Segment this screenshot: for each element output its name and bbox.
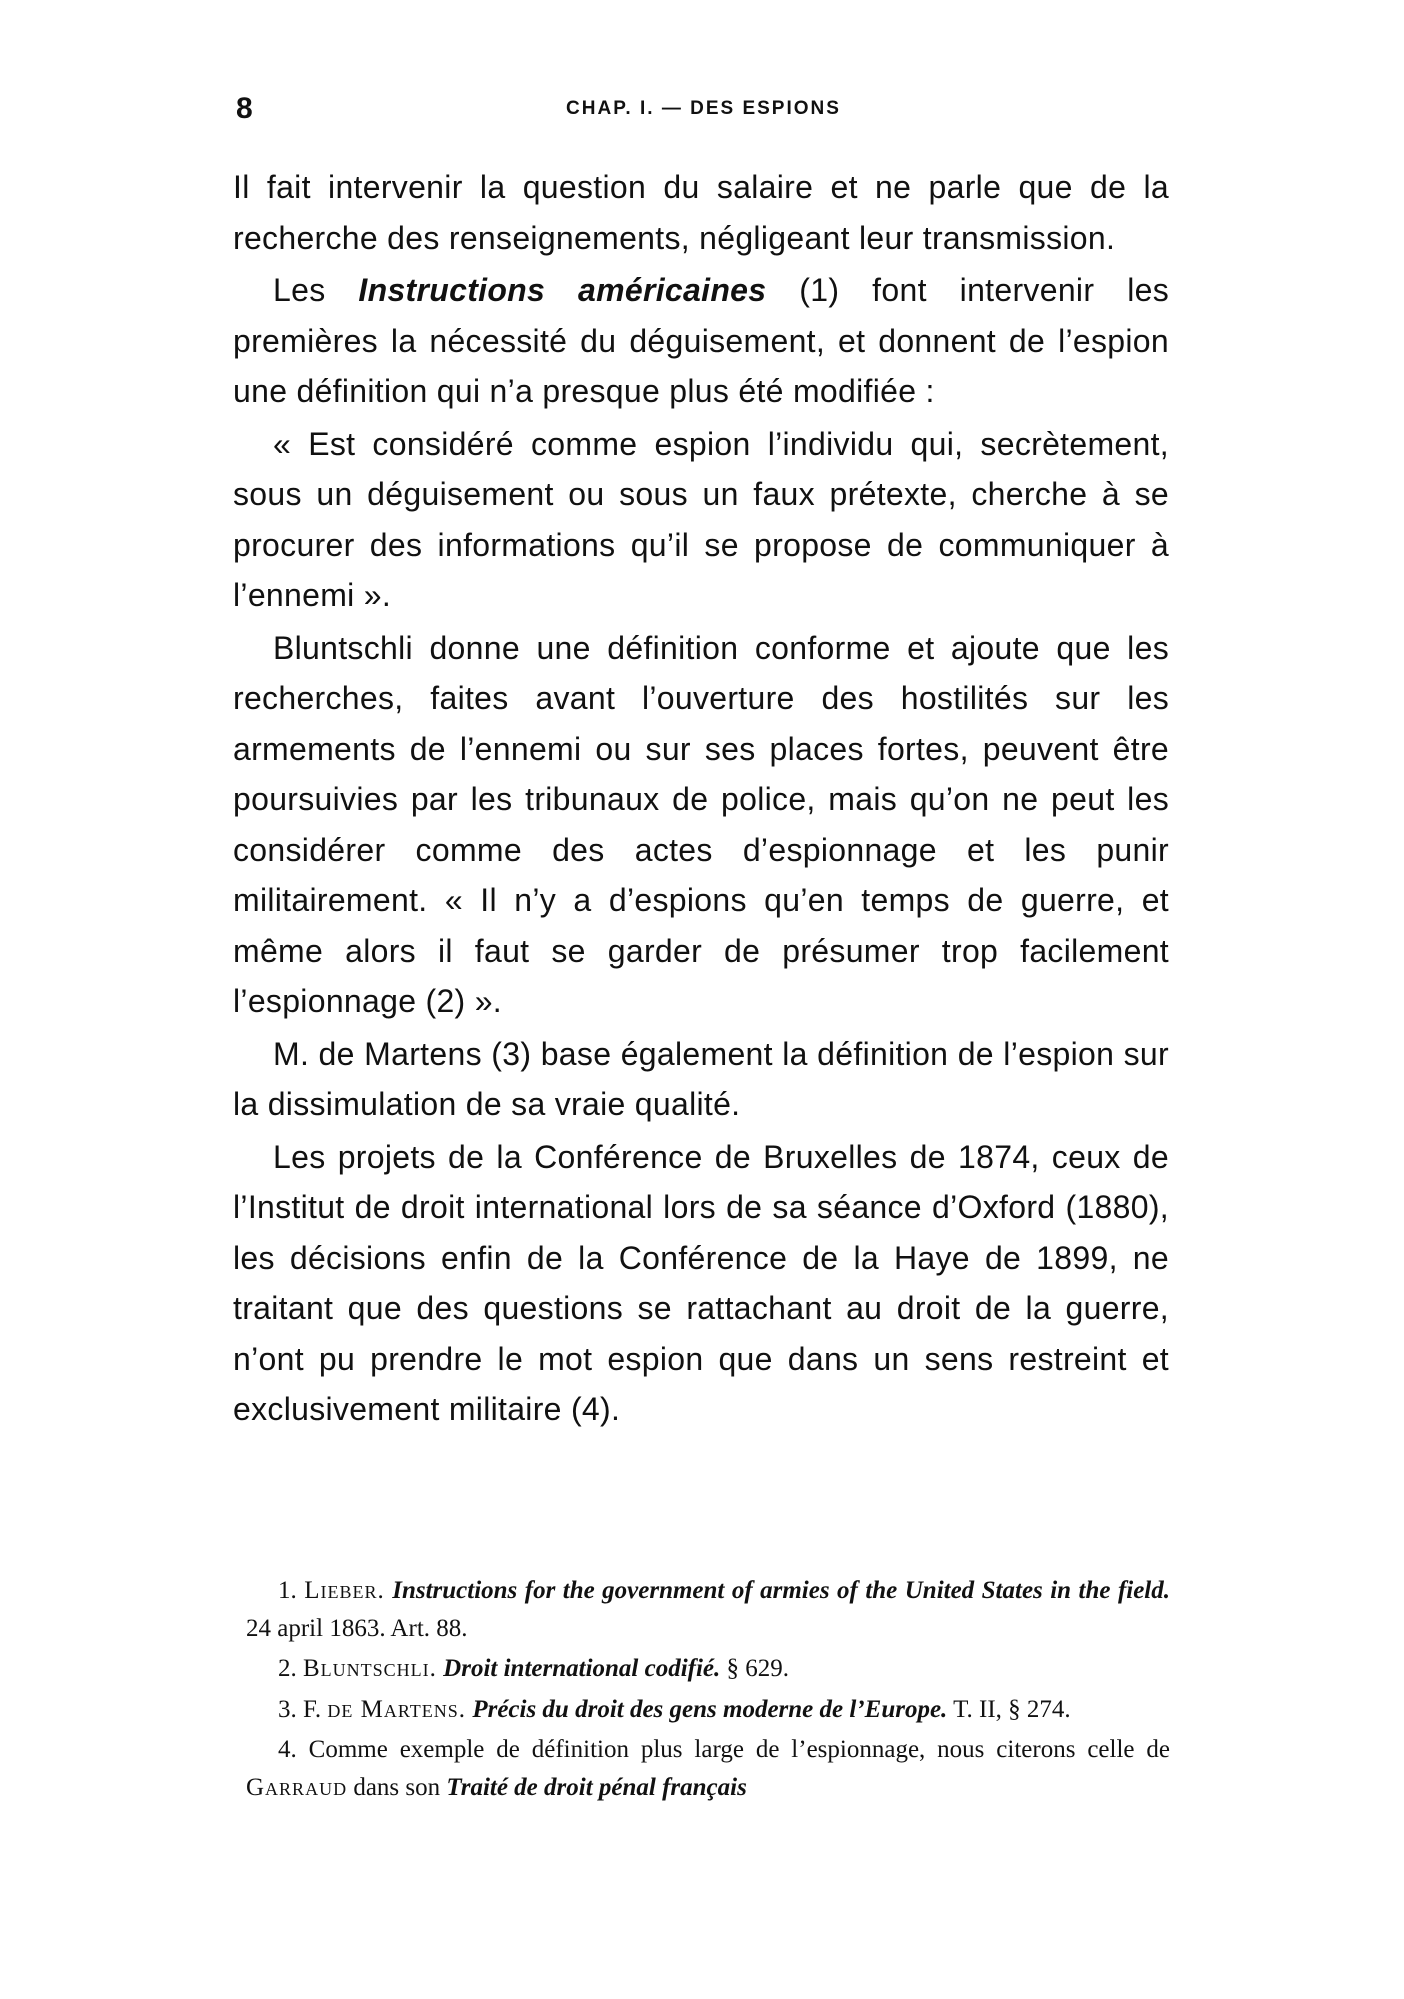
paragraph-1: Il fait intervenir la question du salaire et ne parle que de la recherche des renseignements, négligeant leur transmission. [233,169,1169,256]
footnote-4 [246,1731,1170,1807]
paragraph-6: Les projets de la Conférence de Bruxelles de 1874, ceux de l’Institut de droit international lors de sa séance d’Oxford (1880), les décisions enfin de la Conférence de la Haye de 1899, ne traitant que des questions se rattachant au droit de la guerre, n’ont pu prendre le mot espion que dans un sens restreint et exclusivement militaire (4). [233,1138,1169,1427]
footnote-author: de Martens. [327,1695,467,1723]
footnote-number: 2. [278,1655,297,1683]
footnote-text: Comme exemple de définition plus large de l’espionnage, nous citerons celle de [308,1735,1170,1763]
footnote-2 [246,1650,1170,1688]
footnote-3 [246,1691,1170,1729]
footnote-detail: § 629. [720,1655,790,1683]
footnote-title: Traité de droit pénal français [446,1774,747,1802]
paragraph-2-rest: (1) font intervenir les premières la nécessité du déguisement, et donnent de l’espion une définition qui n’a presque plus été modifiée : [233,272,1169,409]
footnote-author: Bluntschli. [303,1655,437,1683]
paragraph-2-start: Les [273,272,359,308]
quotation-paragraph: « Est considéré comme espion l’individu qui, secrètement, sous un déguisement ou sous un faux prétexte, cherche à se procurer des informations qu’il se propose de communiquer à l’ennemi ». [233,425,1169,613]
footnote-number: 4. [278,1735,297,1763]
paragraph-4: Bluntschli donne une définition conforme et ajoute que les recherches, faites avant l’ouverture des hostilités sur les armements de l’ennemi ou sur ses places fortes, peuvent être poursuivies par les tribunaux de police, mais qu’on ne peut les considérer comme des actes d’espionnage et les punir militairement. « Il n’y a d’espions qu’en temps de guerre, et même alors il faut se garder de présumer trop facilement l’espionnage (2) ». [233,629,1169,1019]
paragraph-2 [233,265,1169,417]
page-header [236,92,1171,132]
cited-title-instructions: Instructions américaines [358,272,767,308]
footnote-author: Lieber. [304,1577,385,1604]
footnotes [246,1572,1170,1809]
footnote-detail: 24 april 1863. Art. 88. [246,1615,468,1643]
paragraph-5: M. de Martens (3) base également la définition de l’espion sur la dissimulation de sa vraie qualité. [233,1035,1169,1122]
footnote-author-initial: F. [303,1695,328,1723]
footnote-title: Instructions for the government of armies of the United States in the field. [392,1577,1171,1604]
footnote-detail: T. II, § 274. [947,1695,1071,1723]
main-text [233,162,1169,1437]
footnote-text: dans son [347,1774,447,1802]
running-head: CHAP. I. — DES ESPIONS [566,98,841,119]
footnote-number: 3. [278,1695,297,1723]
footnote-1 [246,1572,1170,1648]
footnote-number: 1. [278,1577,297,1604]
footnote-title: Droit international codifié. [443,1655,721,1683]
page-number: 8 [236,92,253,125]
footnote-title: Précis du droit des gens moderne de l’Europe. [472,1695,948,1723]
footnote-author: Garraud [246,1774,348,1802]
